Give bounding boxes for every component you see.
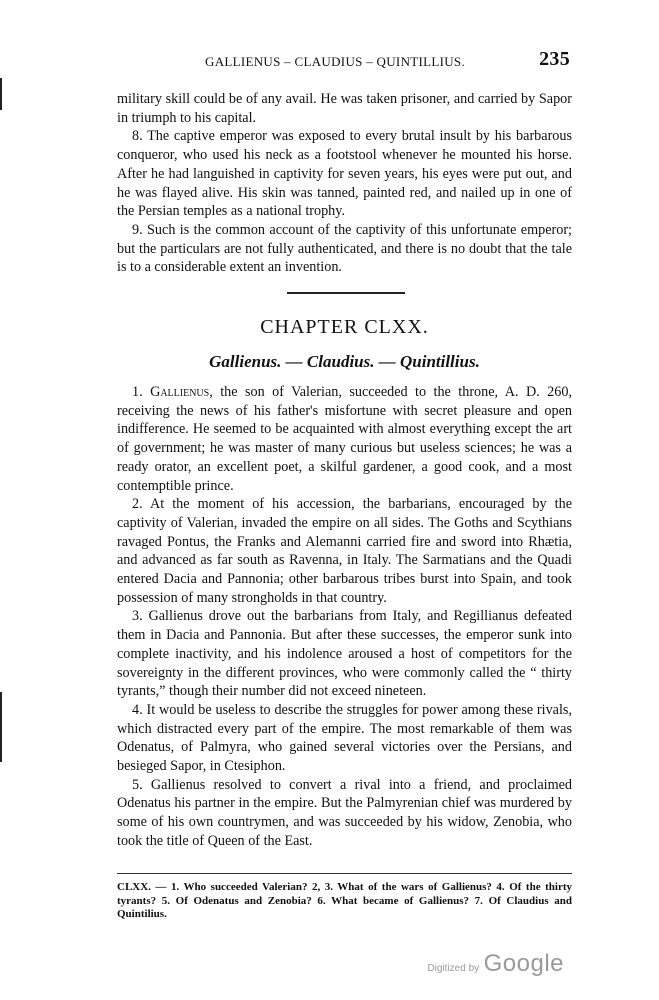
paragraph-1-number: 1. — [132, 384, 143, 400]
paragraph-1-name: Gallienus — [150, 384, 210, 400]
paragraph-continued: military skill could be of any avail. He was taken prisoner, and carried by Sapor in triumph to his capital. — [117, 91, 572, 126]
paragraph-3: 3. Gallienus drove out the barbarians from Italy, and Regillianus defeated them in Dacia and Pannonia. But after these successes, the emperor sunk into complete inactivity, and his indolence aroused a host of competitors for the sovereignty in the different provinces, who were commonly called the “ thirty tyrants,” though their number did not exceed nineteen. — [117, 608, 572, 700]
google-logo: Google — [483, 950, 564, 977]
paragraph-9: 9. Such is the common account of the captivity of this unfortunate emperor; but the particulars are not fully authenticated, and there is no doubt that the tale is to a considerable extent an invention. — [117, 221, 572, 276]
running-head — [205, 48, 570, 70]
paragraph-5: 5. Gallienus resolved to convert a rival into a friend, and proclaimed Odenatus his partner in the empire. But the Palmyrenian chief was murdered by some of his own countrymen, and was succeeded by his widow, Zenobia, who took the title of Queen of the East. — [117, 776, 572, 849]
footnote-rule — [117, 873, 572, 874]
study-questions-text: CLXX. — 1. Who succeeded Valerian? 2, 3. What of the wars of Gallienus? 4. Of the thirty tyrants? 5. Of Odenatus and Zenobia? 6. What became of Gallienus? 7. Of Claudius and Quintilius. — [117, 881, 572, 920]
chapter-title: CHAPTER CLXX. — [260, 316, 429, 338]
study-questions — [117, 881, 572, 922]
paragraph-1-text: , the son of Valerian, succeeded to the throne, A. D. 260, receiving the news of his father's misfortune with secret pleasure and open indifference. He seemed to be acquainted with almost everything except the art of government; he was master of many curious but useless sciences; he was a ready orator, an excellent poet, a skilful gardener, a good cook, and a most contemptible prince. — [117, 384, 572, 494]
left-edge-mark-bottom — [0, 692, 2, 762]
chapter-subtitle: Gallienus. — Claudius. — Quintillius. — [209, 352, 480, 371]
paragraph-2: 2. At the moment of his accession, the barbarians, encouraged by the captivity of Valerian, invaded the empire on all sides. The Goths and Scythians ravaged Pontus, the Franks and Alemanni carried fire and sword into Rhætia, and advanced as far south as Ravenna, in Italy. The Sarmatians and the Quadi entered Dacia and Pannonia; other barbarous tribes burst into Spain, and took possession of many strongholds in that country. — [117, 496, 572, 606]
digitized-watermark — [427, 950, 564, 978]
continued-text — [117, 90, 572, 277]
paragraph-8: 8. The captive emperor was exposed to every brutal insult by his barbarous conqueror, who used his neck as a footstool whenever he mounted his horse. After he had languished in captivity for seven years, his eyes were put out, and he was flayed alive. His skin was tanned, painted red, and nailed up in one of the Persian temples as a national trophy. — [117, 128, 572, 220]
watermark-prefix: Digitized by — [427, 963, 480, 974]
running-title: GALLIENUS – CLAUDIUS – QUINTILLIUS. — [205, 54, 466, 69]
paragraph-4: 4. It would be useless to describe the struggles for power among these rivals, which distracted every part of the empire. The most remarkable of them was Odenatus, of Palmyra, who gained several victories over the Persians, and besieged Sapor, in Ctesiphon. — [117, 701, 572, 775]
left-edge-mark-top — [0, 78, 2, 110]
paragraph-1 — [117, 383, 572, 495]
chapter-text — [117, 383, 572, 851]
page-number: 235 — [539, 48, 570, 70]
section-divider — [287, 292, 405, 294]
